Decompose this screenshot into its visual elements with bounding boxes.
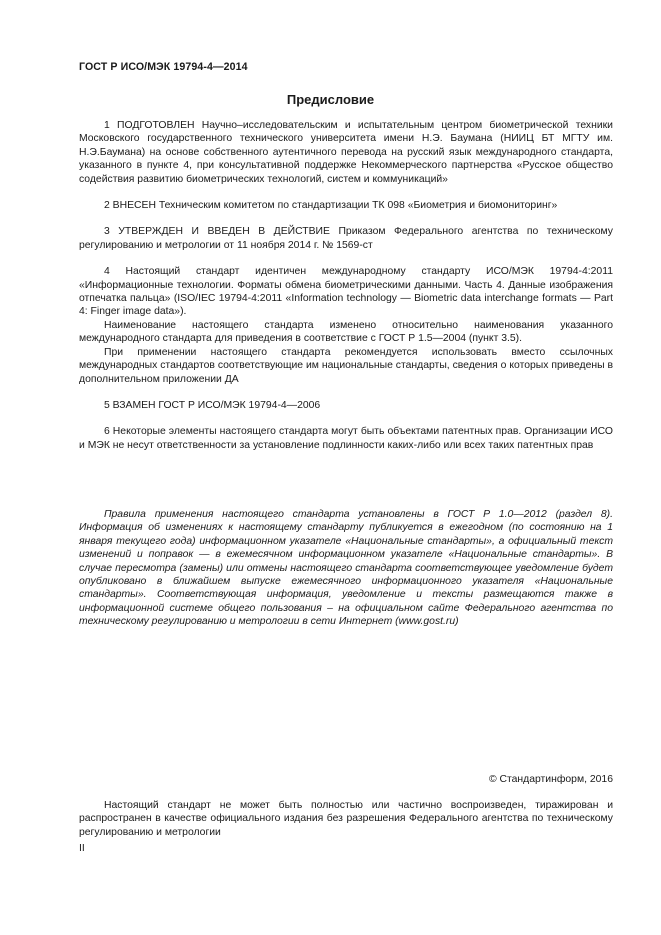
copyright-line: © Стандартинформ, 2016: [488, 774, 613, 785]
document-id-header: ГОСТ Р ИСО/МЭК 19794-4—2014: [79, 61, 248, 73]
paragraph-reference-standards: При применении настоящего стандарта рекомендуется использовать вместо ссылочных международных стандартов соответствующие им национальные стандарты, сведения о которых приведены в дополнительном приложении ДА: [79, 346, 613, 385]
paragraph-approved: 3 УТВЕРЖДЕН И ВВЕДЕН В ДЕЙСТВИЕ Приказом Федерального агентства по техническому регулированию и метрологии от 11 ноября 2014 г. № 1569-ст: [79, 226, 613, 251]
paragraph-patent-rights: 6 Некоторые элементы настоящего стандарта могут быть объектами патентных прав. Организации ИСО и МЭК не несут ответственности за установление подлинности каких-либо или всех таких патентных прав: [79, 426, 613, 451]
paragraph-prepared-by: 1 ПОДГОТОВЛЕН Научно–исследовательским и испытательным центром биометрической техники Московского государственного технического университета имени Н.Э. Баумана (НИИЦ БТ МГТУ им. Н.Э.Баумана) на основе собственного аутентичного перевода на русский язык международного стандарта, указанного в пункте 4, при консультативной поддержке Некоммерческого партнерства «Русское общество содействия развитию биометрических технологий, систем и коммуникаций»: [79, 120, 613, 185]
reproduction-notice: [79, 799, 613, 839]
paragraph-replaces: 5 ВЗАМЕН ГОСТ Р ИСО/МЭК 19794-4—2006: [104, 399, 321, 411]
preface-body: [79, 119, 613, 452]
reproduction-notice-text: Настоящий стандарт не может быть полностью или частично воспроизведен, тиражирован и распространен в качестве официального издания без разрешения Федерального агентства по техническому регулированию и метрологии: [79, 800, 613, 838]
note-text: Правила применения настоящего стандарта установлены в ГОСТ Р 1.0—2012 (раздел 8). Информация об изменениях к настоящему стандарту публикуется в ежегодном (по состоянию на 1 января текущего года) информационном указателе «Национальные стандарты», а официальный текст изменений и поправок — в ежемесячном информационном указателе «Национальные стандарты». В случае пересмотра (замены) или отмены настоящего стандарта соответствующее уведомление будет опубликовано в ближайшем выпуске ежемесячного информационного указателя «Национальные стандарты». Соответствующая информация, уведомление и тексты размещаются также в информационной системе общего пользования – на официальном сайте Федерального агентства по техническому регулированию и метрологии в сети Интернет (www.gost.ru): [79, 509, 613, 628]
page-number: II: [79, 843, 85, 854]
paragraph-introduced-by: 2 ВНЕСЕН Техническим комитетом по стандартизации ТК 098 «Биометрия и биомониторинг»: [104, 200, 558, 212]
application-rules-note: [79, 508, 613, 629]
paragraph-title-change: Наименование настоящего стандарта изменено относительно наименования указанного международного стандарта для приведения в соответствие с ГОСТ Р 1.5—2004 (пункт 3.5).: [79, 319, 613, 345]
page-title: Предисловие: [286, 92, 375, 107]
paragraph-identical-standard: 4 Настоящий стандарт идентичен международному стандарту ИСО/МЭК 19794-4:2011 «Информационные технологии. Форматы обмена биометрическими данными. Часть 4. Данные изображения отпечатка пальца» (ISO/IEC 19794-4:2011 «Information technology — Biometric data interchange formats — Part 4: Finger image data»).: [79, 266, 613, 318]
